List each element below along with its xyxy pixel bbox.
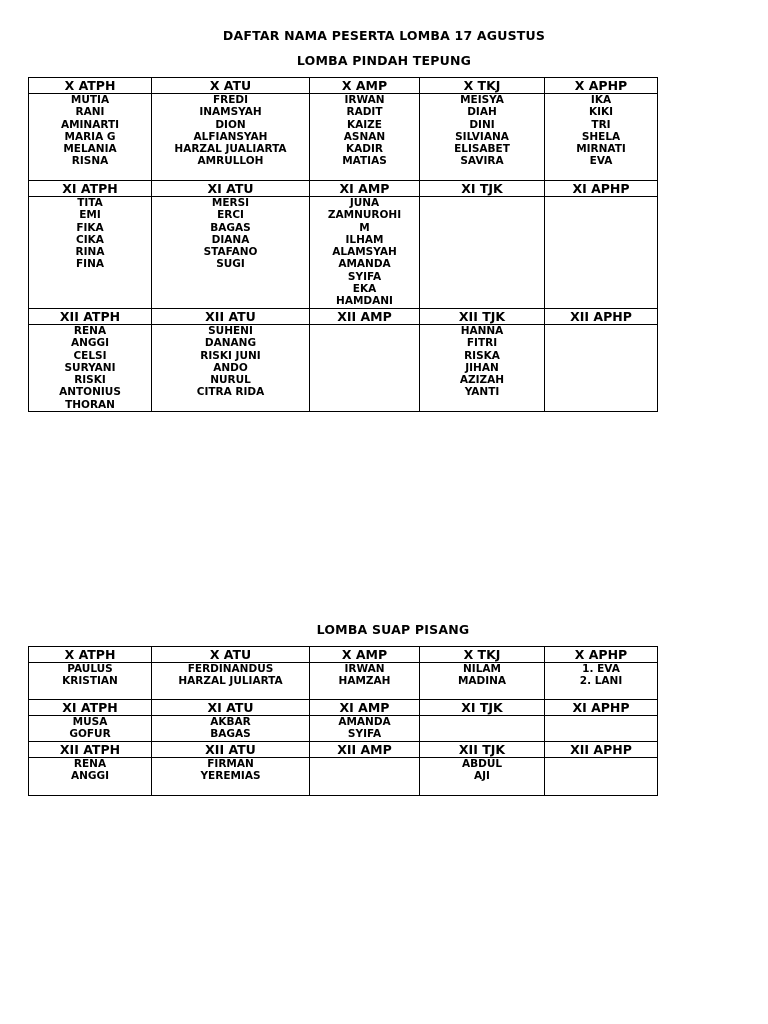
participant-cell [29, 94, 152, 181]
participant-name: ANGGI [70, 770, 110, 783]
class-header: XI TJK [420, 700, 545, 716]
participant-cell [545, 325, 658, 412]
participant-name: RISKI JUNI [200, 349, 261, 362]
class-header: XI ATPH [29, 181, 152, 197]
participant-name: THORAN [65, 398, 115, 411]
participant-name: ILHAM [345, 233, 384, 246]
class-header: XI AMP [310, 700, 420, 716]
participant-name: KAIZE [347, 118, 382, 131]
class-header: XII ATU [152, 742, 310, 758]
participant-name: RANI [75, 106, 105, 119]
participant-name: HAMZAH [338, 675, 391, 688]
participant-cell [310, 716, 420, 742]
participant-name: FERDINANDUS [187, 663, 274, 675]
participant-name: HARZAL JULIARTA [178, 675, 283, 688]
class-header: XII AMP [310, 309, 420, 325]
participant-cell [545, 663, 658, 700]
participant-cell [29, 663, 152, 700]
participant-cell [152, 325, 310, 412]
participant-name: MARIA G [64, 130, 116, 143]
contest-1-title: LOMBA PINDAH TEPUNG [296, 53, 472, 68]
participant-name: MUTIA [70, 94, 110, 106]
participant-name: KIKI [588, 106, 614, 119]
participant-name: DION [215, 118, 246, 131]
participant-cell [420, 758, 545, 796]
participant-cell [545, 94, 658, 181]
participant-name: CITRA RIDA [196, 386, 265, 399]
participant-name: FREDI [212, 94, 249, 106]
class-header: X ATPH [29, 78, 152, 94]
participant-name: JUNA [349, 197, 380, 209]
participant-name: ANTONIUS [59, 386, 121, 399]
participant-name: SHELA [581, 130, 621, 143]
participant-row [29, 197, 658, 309]
contest-2-block-xii [29, 742, 658, 796]
participant-name: RENA [73, 325, 107, 337]
participant-cell [29, 716, 152, 742]
participant-cell [152, 94, 310, 181]
contest-1-table [28, 77, 658, 412]
participant-name: MUSA [72, 716, 108, 728]
participant-cell [420, 663, 545, 700]
participant-name: RENA [73, 758, 107, 770]
class-header-row [29, 700, 658, 716]
participant-cell [420, 94, 545, 181]
participant-name: NURUL [210, 374, 251, 387]
participant-name: ZAMNUROHIM [327, 209, 402, 234]
participant-name: AJI [474, 770, 490, 783]
participant-cell [420, 325, 545, 412]
participant-row [29, 716, 658, 742]
class-header: XII ATPH [29, 309, 152, 325]
participant-name: DIAH [467, 106, 497, 119]
participant-name: SAVIRA [460, 155, 504, 168]
participant-name: DANANG [204, 337, 257, 350]
participant-name: SILVIANA [455, 130, 509, 143]
participant-name: ALAMSYAH [332, 246, 397, 259]
participant-name: CELSI [73, 349, 107, 362]
participant-name: YEREMIAS [200, 770, 261, 783]
participant-row [29, 663, 658, 700]
contest-2-block-x [29, 647, 658, 700]
participant-name: MATIAS [342, 155, 387, 168]
participant-cell [29, 758, 152, 796]
participant-cell [420, 197, 545, 309]
participant-name: SYIFA [347, 270, 382, 283]
class-header: X TKJ [420, 78, 545, 94]
class-header-row [29, 78, 658, 94]
participant-name: MADINA [457, 675, 507, 688]
class-header: XI ATPH [29, 700, 152, 716]
participant-cell [29, 197, 152, 309]
participant-name: IRWAN [344, 94, 385, 106]
participant-name: SUGI [216, 258, 245, 271]
participant-name: AMANDA [338, 716, 391, 728]
participant-name: ELISABET [454, 143, 510, 156]
participant-name: RADIT [346, 106, 383, 119]
participant-name: YANTI [464, 386, 500, 399]
participant-name: SURYANI [64, 361, 116, 374]
participant-name: NILAM [463, 663, 501, 675]
participant-cell [310, 94, 420, 181]
class-header: X APHP [545, 647, 658, 663]
class-header: XII APHP [545, 742, 658, 758]
participant-cell [310, 197, 420, 309]
participant-name: AZIZAH [459, 374, 505, 387]
participant-name: HAMDANI [336, 295, 393, 308]
participant-name: ALFIANSYAH [193, 130, 268, 143]
contest-2-block-xi [29, 700, 658, 742]
participant-cell [152, 758, 310, 796]
participant-name: IRWAN [344, 663, 385, 675]
participant-name: JIHAN [465, 361, 499, 374]
participant-name: GOFUR [69, 728, 111, 741]
participant-name: HARZAL JUALIARTA [174, 143, 287, 156]
participant-name: BAGAS [210, 221, 251, 234]
participant-name: AMINARTI [60, 118, 120, 131]
class-header-row [29, 742, 658, 758]
participant-cell [152, 197, 310, 309]
participant-row [29, 758, 658, 796]
participant-name: AMRULLOH [197, 155, 264, 168]
class-header: XII ATU [152, 309, 310, 325]
participant-name: RINA [75, 246, 105, 259]
class-header: X ATPH [29, 647, 152, 663]
participant-cell [545, 197, 658, 309]
participant-name: STAFANO [203, 246, 258, 259]
class-header: X ATU [152, 78, 310, 94]
participant-name: DIANA [211, 233, 250, 246]
participant-name: FITRI [466, 337, 498, 350]
class-header: X TKJ [420, 647, 545, 663]
participant-name: RISNA [71, 155, 109, 168]
participant-name: MELANIA [63, 143, 117, 156]
participant-name: ANDO [213, 361, 248, 374]
class-header: X APHP [545, 78, 658, 94]
participant-name: FINA [76, 258, 104, 271]
participant-name: ERCI [217, 209, 244, 222]
participant-cell [310, 663, 420, 700]
document-title: DAFTAR NAMA PESERTA LOMBA 17 AGUSTUS [222, 28, 546, 43]
class-header: XI ATU [152, 181, 310, 197]
class-header: XI AMP [310, 181, 420, 197]
participant-name: DINI [469, 118, 495, 131]
contest-1-block-xii [29, 309, 658, 412]
class-header: XI TJK [420, 181, 545, 197]
class-header: XI APHP [545, 700, 658, 716]
class-header: XII AMP [310, 742, 420, 758]
participant-name: IKA [590, 94, 612, 106]
class-header-row [29, 309, 658, 325]
participant-cell [545, 716, 658, 742]
participant-cell [310, 758, 420, 796]
participant-name: RISKI [74, 374, 106, 387]
participant-name: HANNA [460, 325, 504, 337]
participant-cell [152, 663, 310, 700]
class-header: XII TJK [420, 309, 545, 325]
participant-cell [310, 325, 420, 412]
class-header: XI ATU [152, 700, 310, 716]
class-header: X AMP [310, 647, 420, 663]
participant-row [29, 325, 658, 412]
participant-name: ANGGI [70, 337, 110, 350]
participant-name: PAULUS [67, 663, 113, 675]
participant-name: EVA [589, 155, 613, 168]
participant-name: KRISTIAN [62, 675, 118, 688]
participant-name: AKBAR [210, 716, 251, 728]
contest-1-block-xi [29, 181, 658, 309]
class-header: XII APHP [545, 309, 658, 325]
participant-name: 2. LANI [579, 675, 623, 688]
class-header: XI APHP [545, 181, 658, 197]
class-header: XII TJK [420, 742, 545, 758]
contest-2-table [28, 646, 658, 796]
participant-name: MEISYA [460, 94, 504, 106]
contest-1-block-x [29, 78, 658, 181]
participant-cell [545, 758, 658, 796]
class-header: X AMP [310, 78, 420, 94]
participant-name: FIRMAN [207, 758, 254, 770]
participant-name: KADIR [346, 143, 383, 156]
participant-name: FIKA [76, 221, 104, 234]
class-header-row [29, 647, 658, 663]
participant-name: SYIFA [347, 728, 382, 741]
participant-name: MERSI [211, 197, 250, 209]
participant-cell [152, 716, 310, 742]
participant-name: TITA [77, 197, 103, 209]
participant-cell [29, 325, 152, 412]
participant-name: TRI [591, 118, 611, 131]
participant-name: ABDUL [461, 758, 503, 770]
participant-name: INAMSYAH [199, 106, 262, 119]
participant-name: CIKA [76, 233, 104, 246]
class-header: X ATU [152, 647, 310, 663]
participant-cell [420, 716, 545, 742]
participant-name: EMI [79, 209, 101, 222]
participant-name: MIRNATI [576, 143, 626, 156]
contest-2-title: LOMBA SUAP PISANG [316, 622, 470, 637]
participant-name: 1. EVA [582, 663, 620, 675]
participant-name: EKA [352, 283, 377, 296]
participant-name: SUHENI [208, 325, 253, 337]
class-header: XII ATPH [29, 742, 152, 758]
participant-row [29, 94, 658, 181]
participant-name: AMANDA [338, 258, 391, 271]
participant-name: RISKA [464, 349, 500, 362]
participant-name: ASNAN [343, 130, 386, 143]
class-header-row [29, 181, 658, 197]
participant-name: BAGAS [210, 728, 251, 741]
